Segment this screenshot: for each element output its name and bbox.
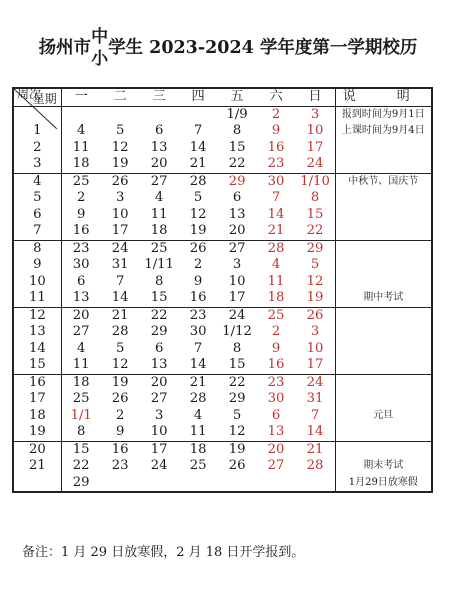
date-cell: 11 [189, 424, 207, 439]
date-cell: 26 [179, 240, 218, 257]
week-note [335, 424, 432, 441]
date-cell: 29 [296, 240, 336, 257]
week-row [13, 123, 432, 140]
header-day-sat: 六 [257, 88, 296, 106]
date-cell: 12 [111, 139, 129, 155]
week-row [13, 441, 432, 458]
week-number: 8 [13, 240, 61, 257]
week-row [13, 341, 432, 358]
date-cell: 17 [306, 139, 324, 155]
week-number: 15 [13, 357, 61, 374]
week-note [335, 156, 432, 173]
week-note [335, 341, 432, 358]
week-number: 7 [13, 223, 61, 240]
week-note: 中秋节、国庆节 [335, 173, 432, 190]
header-day-sun: 日 [296, 88, 336, 106]
date-cell: 25 [140, 240, 179, 257]
school-calendar-table [12, 87, 433, 493]
date-cell: 19 [218, 441, 257, 458]
date-cell: 19 [189, 223, 207, 238]
date-cell: 20 [61, 307, 101, 324]
date-cell: 6 [271, 407, 281, 423]
date-cell: 1/12 [222, 324, 252, 339]
date-cell: 14 [306, 424, 324, 439]
date-cell: 15 [61, 441, 101, 458]
date-cell: 16 [267, 139, 285, 155]
date-cell: 1/11 [144, 257, 174, 272]
week-number: 21 [13, 458, 61, 475]
week-number: 11 [13, 290, 61, 307]
week-note [335, 441, 432, 458]
date-cell: 29 [218, 173, 257, 190]
header-day-wed: 三 [140, 88, 179, 106]
date-cell: 8 [232, 340, 242, 356]
date-cell: 18 [150, 223, 168, 238]
date-cell: 17 [306, 357, 324, 372]
date-cell: 10 [228, 273, 246, 289]
date-cell: 15 [150, 290, 168, 305]
week-note: 期末考试 [335, 458, 432, 475]
week-row [13, 223, 432, 240]
date-cell: 4 [154, 190, 164, 205]
week-row [13, 458, 432, 475]
date-cell: 2 [115, 407, 125, 423]
week-note [335, 357, 432, 374]
date-cell: 11 [72, 357, 90, 372]
date-cell [296, 475, 336, 493]
week-row [13, 190, 432, 207]
footer-remark: 备注：1 月 29 日放寒假，2 月 18 日开学报到。 [22, 545, 305, 560]
date-cell: 15 [228, 357, 246, 372]
date-cell: 22 [228, 156, 246, 171]
date-cell [179, 106, 218, 123]
corner-weekday-label: 星期 [32, 92, 57, 106]
week-row [13, 357, 432, 374]
week-row [13, 207, 432, 224]
date-cell [101, 475, 140, 493]
date-cell: 14 [111, 290, 129, 305]
date-cell: 20 [140, 374, 179, 391]
date-cell: 17 [228, 290, 246, 305]
date-cell: 8 [154, 273, 164, 289]
date-cell: 11 [267, 273, 285, 289]
date-cell: 1/10 [296, 173, 336, 190]
date-cell: 3 [115, 190, 125, 205]
week-number: 13 [13, 324, 61, 341]
date-cell: 29 [72, 474, 90, 490]
date-cell: 31 [306, 391, 324, 406]
date-cell: 26 [101, 173, 140, 190]
date-cell: 18 [72, 156, 90, 171]
date-cell: 7 [193, 123, 203, 138]
date-cell: 27 [140, 173, 179, 190]
date-cell: 15 [306, 206, 324, 222]
title-mid-top: 中 [91, 27, 109, 47]
date-cell: 21 [189, 156, 207, 171]
date-cell [257, 475, 296, 493]
week-number: 12 [13, 307, 61, 324]
date-cell: 24 [306, 156, 324, 171]
date-cell: 16 [72, 223, 90, 238]
week-row [13, 475, 432, 493]
date-cell: 20 [150, 156, 168, 171]
date-cell: 10 [150, 424, 168, 439]
date-cell: 2 [193, 257, 203, 272]
week-note [335, 374, 432, 391]
date-cell: 11 [150, 206, 168, 222]
date-cell: 4 [271, 257, 281, 272]
week-row [13, 240, 432, 257]
week-note [335, 140, 432, 157]
date-cell: 25 [189, 458, 207, 473]
date-cell: 3 [232, 257, 242, 272]
week-row [13, 257, 432, 274]
date-cell: 1/9 [226, 106, 248, 122]
week-row [13, 173, 432, 190]
date-cell: 2 [271, 106, 281, 122]
date-cell: 8 [310, 190, 320, 205]
title-stacked-chars [91, 27, 109, 69]
week-note [335, 324, 432, 341]
date-cell: 19 [111, 156, 129, 171]
week-row [13, 324, 432, 341]
date-cell: 18 [179, 441, 218, 458]
week-note [335, 257, 432, 274]
date-cell: 7 [115, 273, 125, 289]
date-cell: 5 [310, 257, 320, 272]
date-cell: 4 [76, 123, 86, 138]
week-note [335, 207, 432, 224]
week-row [13, 290, 432, 307]
date-cell: 17 [140, 441, 179, 458]
week-note: 期中考试 [335, 290, 432, 307]
week-number: 16 [13, 374, 61, 391]
date-cell: 10 [306, 340, 324, 356]
date-cell: 20 [228, 223, 246, 238]
date-cell: 6 [76, 273, 86, 289]
date-cell: 7 [271, 190, 281, 205]
date-cell: 26 [228, 458, 246, 473]
week-number: 19 [13, 424, 61, 441]
date-cell: 13 [150, 357, 168, 372]
date-cell: 9 [193, 273, 203, 289]
date-cell: 23 [111, 458, 129, 473]
date-cell: 12 [189, 206, 207, 222]
date-cell: 25 [72, 391, 90, 406]
corner-week-label: 周次 [17, 87, 42, 101]
date-cell: 12 [306, 273, 324, 289]
date-cell [218, 475, 257, 493]
date-cell: 1/1 [70, 407, 92, 423]
week-row [13, 374, 432, 391]
date-cell: 5 [232, 407, 242, 423]
date-cell: 30 [267, 391, 285, 406]
date-cell: 23 [267, 156, 285, 171]
date-cell: 28 [257, 240, 296, 257]
date-cell: 19 [101, 374, 140, 391]
week-note [335, 274, 432, 291]
date-cell: 28 [306, 458, 324, 473]
date-cell: 24 [101, 240, 140, 257]
date-cell: 29 [150, 324, 168, 339]
title-pre: 扬州市 [38, 38, 92, 58]
week-row [13, 408, 432, 425]
date-cell: 24 [150, 458, 168, 473]
date-cell: 24 [296, 374, 336, 391]
header-day-tue: 二 [101, 88, 140, 106]
date-cell: 14 [189, 357, 207, 372]
date-cell: 14 [189, 139, 207, 155]
date-cell: 22 [218, 374, 257, 391]
week-note: 报到时间为9月1日 [335, 106, 432, 123]
date-cell: 5 [115, 340, 125, 356]
date-cell: 25 [257, 307, 296, 324]
date-cell: 13 [72, 290, 90, 305]
title-mid-bottom: 小 [91, 49, 109, 69]
date-cell: 6 [154, 340, 164, 356]
date-cell: 5 [115, 123, 125, 138]
date-cell: 2 [76, 190, 86, 205]
date-cell: 21 [296, 441, 336, 458]
week-note [335, 391, 432, 408]
date-cell: 11 [72, 139, 90, 155]
date-cell: 4 [76, 340, 86, 356]
week-row [13, 391, 432, 408]
date-cell: 27 [72, 324, 90, 339]
week-number: 2 [13, 140, 61, 157]
date-cell: 23 [61, 240, 101, 257]
week-number: 10 [13, 274, 61, 291]
date-cell: 21 [267, 223, 285, 238]
header-day-thu: 四 [179, 88, 218, 106]
week-number [13, 475, 61, 493]
date-cell: 12 [228, 424, 246, 439]
date-cell: 6 [154, 123, 164, 138]
date-cell: 31 [111, 257, 129, 272]
week-number: 17 [13, 391, 61, 408]
date-cell: 21 [101, 307, 140, 324]
week-number: 3 [13, 156, 61, 173]
date-cell: 3 [154, 407, 164, 423]
week-number: 20 [13, 441, 61, 458]
date-cell: 9 [271, 123, 281, 138]
header-corner-cell [13, 88, 61, 106]
date-cell: 28 [111, 324, 129, 339]
header-note: 说 明 [335, 88, 432, 106]
date-cell: 28 [189, 391, 207, 406]
date-cell [61, 106, 101, 123]
week-note [335, 223, 432, 240]
week-row [13, 424, 432, 441]
date-cell [140, 106, 179, 123]
date-cell: 12 [111, 357, 129, 372]
week-row [13, 140, 432, 157]
date-cell: 3 [310, 324, 320, 339]
week-note: 上课时间为9月4日 [335, 123, 432, 140]
date-cell: 4 [193, 407, 203, 423]
week-number: 9 [13, 257, 61, 274]
date-cell: 28 [179, 173, 218, 190]
date-cell: 22 [306, 223, 324, 238]
header-day-mon: 一 [61, 88, 101, 106]
date-cell: 29 [228, 391, 246, 406]
date-cell: 25 [61, 173, 101, 190]
date-cell: 13 [228, 206, 246, 222]
date-cell: 5 [193, 190, 203, 205]
date-cell: 7 [193, 340, 203, 356]
date-cell: 16 [267, 357, 285, 372]
week-note [335, 190, 432, 207]
date-cell: 27 [150, 391, 168, 406]
date-cell: 10 [111, 206, 129, 222]
week-number: 18 [13, 408, 61, 425]
date-cell: 3 [310, 106, 320, 122]
date-cell: 8 [76, 424, 86, 439]
date-cell: 16 [101, 441, 140, 458]
date-cell: 22 [140, 307, 179, 324]
date-cell: 30 [257, 173, 296, 190]
date-cell: 8 [232, 123, 242, 138]
week-note [335, 240, 432, 257]
week-number: 5 [13, 190, 61, 207]
title-post: 学生 2023-2024 学年度第一学期校历 [108, 38, 418, 58]
date-cell: 26 [111, 391, 129, 406]
date-cell: 17 [111, 223, 129, 238]
page-title [0, 27, 456, 69]
week-number: 4 [13, 173, 61, 190]
date-cell: 10 [306, 123, 324, 138]
date-cell: 15 [228, 139, 246, 155]
date-cell: 7 [310, 407, 320, 423]
date-cell [179, 475, 218, 493]
header-day-fri: 五 [218, 88, 257, 106]
week-row [13, 307, 432, 324]
date-cell: 9 [76, 206, 86, 222]
week-row [13, 156, 432, 173]
date-cell: 26 [296, 307, 336, 324]
date-cell: 22 [72, 458, 90, 473]
date-cell: 13 [267, 424, 285, 439]
date-cell: 27 [218, 240, 257, 257]
week-row [13, 274, 432, 291]
date-cell: 23 [179, 307, 218, 324]
date-cell: 6 [232, 190, 242, 205]
calendar-header-row [13, 88, 432, 106]
date-cell: 24 [218, 307, 257, 324]
date-cell: 20 [257, 441, 296, 458]
week-number: 1 [13, 123, 61, 140]
date-cell: 9 [115, 424, 125, 439]
week-row [13, 106, 432, 123]
date-cell: 9 [271, 340, 281, 356]
date-cell: 30 [72, 257, 90, 272]
date-cell: 21 [179, 374, 218, 391]
date-cell: 2 [271, 324, 281, 339]
date-cell: 13 [150, 139, 168, 155]
date-cell: 14 [267, 206, 285, 222]
date-cell: 19 [306, 290, 324, 305]
date-cell: 18 [267, 290, 285, 305]
week-note: 元旦 [335, 408, 432, 425]
week-note [335, 307, 432, 324]
date-cell: 27 [267, 458, 285, 473]
week-number: 14 [13, 341, 61, 358]
week-note: 1月29日放寒假 [335, 475, 432, 493]
week-number: 6 [13, 207, 61, 224]
date-cell [101, 106, 140, 123]
date-cell: 16 [189, 290, 207, 305]
date-cell: 30 [189, 324, 207, 339]
date-cell: 18 [61, 374, 101, 391]
date-cell: 23 [257, 374, 296, 391]
date-cell [140, 475, 179, 493]
